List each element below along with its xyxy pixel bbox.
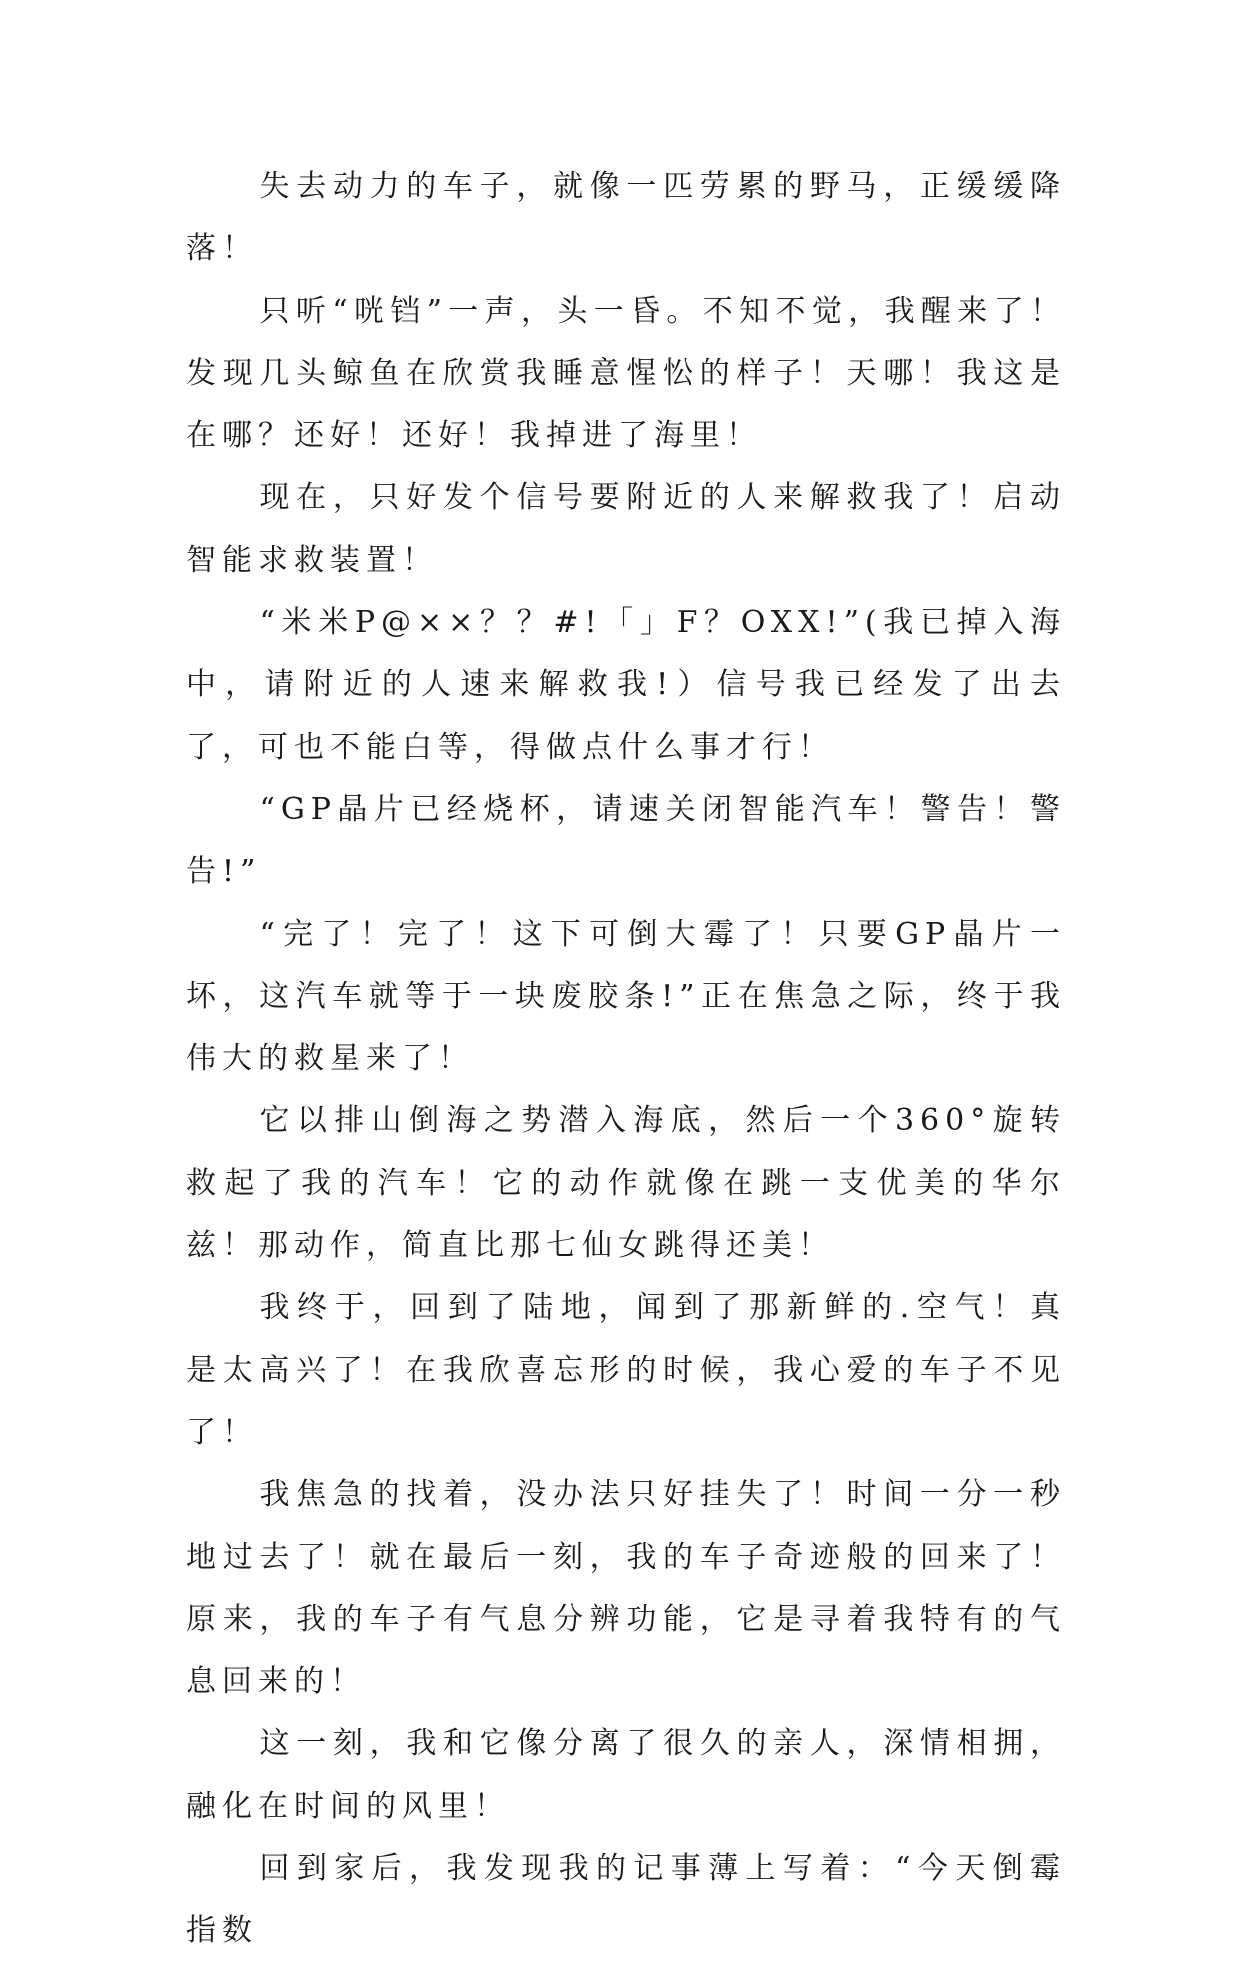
paragraph: “GP晶片已经烧杯，请速关闭智能汽车！警告！警告!”: [186, 791, 1066, 890]
paragraph: 回到家后，我发现我的记事薄上写着：“今天倒霉指数: [186, 1851, 1066, 1949]
paragraph: 只听“咣铛”一声，头一昏。不知不觉，我醒来了！发现几头鲸鱼在欣赏我睡意惺忪的样子！天哪！我这是在哪？还好！还好！我掉进了海里！: [186, 293, 1066, 454]
paragraph: 现在，只好发个信号要附近的人来解救我了！启动智能求救装置！: [186, 480, 1066, 578]
paragraph: 我终于，回到了陆地，闻到了那新鲜的.空气！真是太高兴了！在我欣喜忘形的时候，我心爱的车子不见了！: [186, 1290, 1066, 1450]
paragraph: 它以排山倒海之势潜入海底，然后一个360°旋转救起了我的汽车！它的动作就像在跳一支优美的华尔兹！那动作，简直比那七仙女跳得还美！: [186, 1103, 1066, 1264]
paragraph: 我焦急的找着，没办法只好挂失了！时间一分一秒地过去了！就在最后一刻，我的车子奇迹般的回来了！原来，我的车子有气息分辨功能，它是寻着我特有的气息回来的！: [186, 1477, 1066, 1700]
paragraph: “完了！完了！这下可倒大霉了！只要GP晶片一坏，这汽车就等于一块废胶条!”正在焦急之际，终于我伟大的救星来了！: [186, 916, 1066, 1077]
paragraph: 这一刻，我和它像分离了很久的亲人，深情相拥，融化在时间的风里！: [186, 1726, 1066, 1824]
document-body: [186, 156, 1066, 1963]
paragraph: 失去动力的车子，就像一匹劳累的野马，正缓缓降落！: [186, 169, 1066, 267]
paragraph: “米米P@××？？#!「」F？OXX!”(我已掉入海中，请附近的人速来解救我!）信号我已经发了出去了，可也不能白等，得做点什么事才行！: [186, 605, 1066, 765]
